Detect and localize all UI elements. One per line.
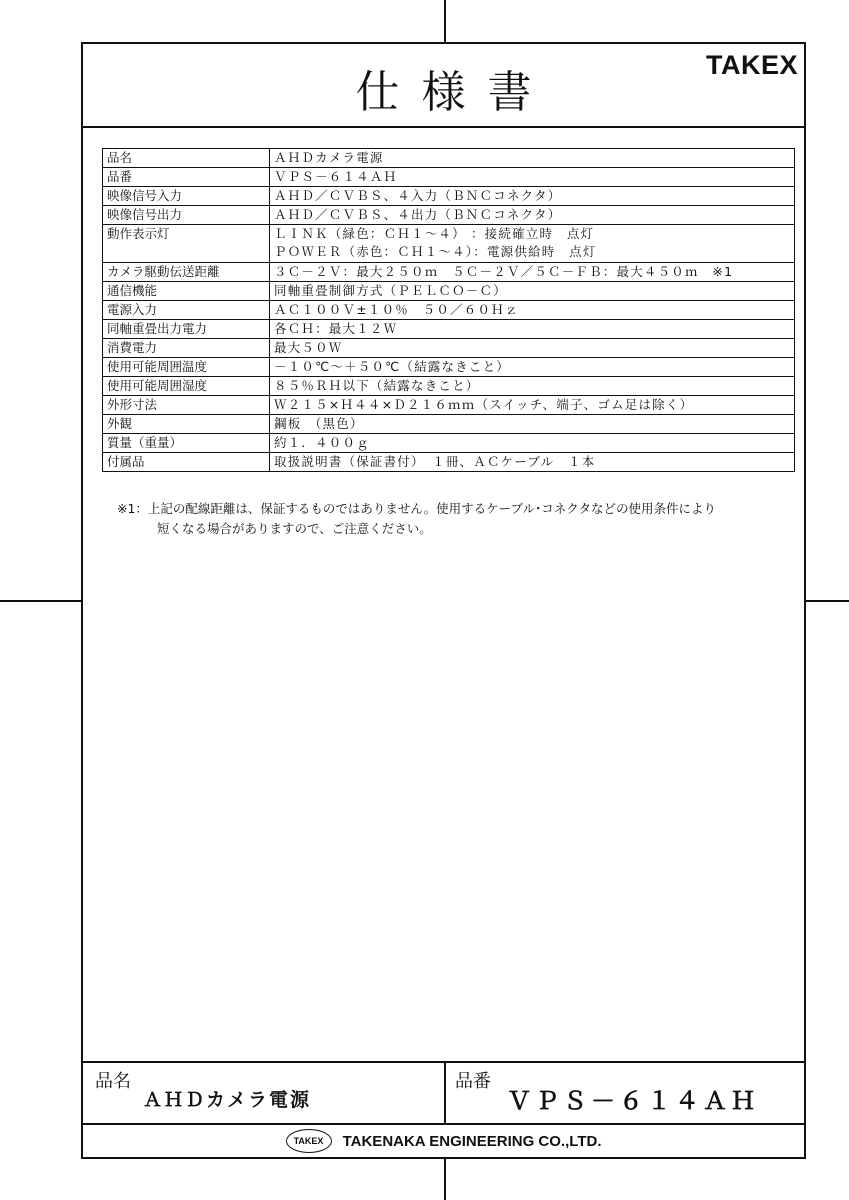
spec-row xyxy=(103,149,795,168)
footer-divider xyxy=(444,1063,446,1123)
brand-logo: TAKEX xyxy=(705,50,798,80)
footer-product-row xyxy=(83,1063,804,1125)
spec-value-line: ＬＩＮＫ（緑色：ＣＨ１～４） ：接続確立時 点灯 xyxy=(274,226,595,241)
title-band xyxy=(83,44,804,128)
footnote-line: ※1：上記の配線距離は、保証するものではありません。使用するケーブル･コネクタなどの使用条件により xyxy=(117,501,717,516)
spec-label: 映像信号出力 xyxy=(103,206,270,225)
spec-row xyxy=(103,396,795,415)
spec-label: 外観 xyxy=(103,415,270,434)
footer-name-label: 品名 xyxy=(95,1071,131,1092)
spec-row xyxy=(103,358,795,377)
spec-row xyxy=(103,301,795,320)
spec-label: 使用可能周囲温度 xyxy=(103,358,270,377)
spec-row xyxy=(103,415,795,434)
spec-label: 質量（重量） xyxy=(103,434,270,453)
spec-value: Ｗ２１５×Ｈ４４×Ｄ２１６ｍｍ（スイッチ、端子、ゴム足は除く） xyxy=(270,396,795,415)
spec-value: 最大５０Ｗ xyxy=(270,339,795,358)
spec-value: 約１．４００ｇ xyxy=(270,434,795,453)
spec-value: ＡＨＤカメラ電源 xyxy=(270,149,795,168)
spec-label: 外形寸法 xyxy=(103,396,270,415)
spec-row xyxy=(103,320,795,339)
footnote-line: 短くなる場合がありますので、ご注意ください。 xyxy=(157,521,432,536)
spec-row xyxy=(103,225,795,263)
spec-row xyxy=(103,263,795,282)
spec-value xyxy=(270,225,795,263)
spec-value: 鋼板 （黒色） xyxy=(270,415,795,434)
spec-value: 各ＣＨ：最大１２Ｗ xyxy=(270,320,795,339)
footer-block xyxy=(83,1061,804,1159)
spec-value: ８５％ＲＨ以下（結露なきこと） xyxy=(270,377,795,396)
footnote xyxy=(117,499,767,539)
spec-label: 品名 xyxy=(103,149,270,168)
company-line xyxy=(83,1129,804,1153)
spec-value: ＡＨＤ／ＣＶＢＳ、４出力（ＢＮＣコネクタ） xyxy=(270,206,795,225)
spec-row xyxy=(103,453,795,472)
spec-label: 同軸重畳出力電力 xyxy=(103,320,270,339)
document-frame xyxy=(81,42,806,1159)
footer-name-value: ＡＨＤカメラ電源 xyxy=(143,1089,312,1111)
company-logo: TAKEX xyxy=(286,1129,332,1153)
spec-label: 通信機能 xyxy=(103,282,270,301)
spec-row xyxy=(103,168,795,187)
spec-value: ＶＰＳ－６１４ＡＨ xyxy=(270,168,795,187)
spec-row xyxy=(103,206,795,225)
spec-label: 品番 xyxy=(103,168,270,187)
spec-label: 消費電力 xyxy=(103,339,270,358)
spec-value-line: ＰＯＷＥＲ（赤色：ＣＨ１～４）：電源供給時 点灯 xyxy=(274,244,597,259)
crop-mark-left xyxy=(0,600,81,602)
crop-mark-bottom xyxy=(444,1159,446,1200)
spec-row xyxy=(103,434,795,453)
footer-number-value: ＶＰＳ－６１４ＡＨ xyxy=(507,1087,759,1115)
spec-label: 付属品 xyxy=(103,453,270,472)
company-name: TAKENAKA ENGINEERING CO.,LTD. xyxy=(342,1132,602,1150)
crop-mark-top xyxy=(444,0,446,42)
spec-row xyxy=(103,187,795,206)
spec-label: 電源入力 xyxy=(103,301,270,320)
spec-row xyxy=(103,377,795,396)
spec-row xyxy=(103,282,795,301)
spec-value: ＡＨＤ／ＣＶＢＳ、４入力（ＢＮＣコネクタ） xyxy=(270,187,795,206)
spec-value: ３Ｃ－２Ｖ：最大２５０ｍ ５Ｃ－２Ｖ／５Ｃ－ＦＢ：最大４５０ｍ ※1 xyxy=(270,263,795,282)
spec-value: 取扱説明書（保証書付） １冊、ＡＣケーブル １本 xyxy=(270,453,795,472)
spec-label: 使用可能周囲湿度 xyxy=(103,377,270,396)
document-title: 仕様書 xyxy=(355,67,554,118)
spec-label: 動作表示灯 xyxy=(103,225,270,263)
spec-label: カメラ駆動伝送距離 xyxy=(103,263,270,282)
spec-value: －１０℃～＋５０℃（結露なきこと） xyxy=(270,358,795,377)
spec-table xyxy=(102,148,795,472)
spec-value: 同軸重畳制御方式（ＰＥＬＣＯ－Ｃ） xyxy=(270,282,795,301)
spec-value: ＡＣ１００Ｖ±１０％ ５０／６０Ｈｚ xyxy=(270,301,795,320)
crop-mark-right xyxy=(806,600,849,602)
spec-label: 映像信号入力 xyxy=(103,187,270,206)
spec-row xyxy=(103,339,795,358)
footer-number-label: 品番 xyxy=(455,1071,491,1092)
